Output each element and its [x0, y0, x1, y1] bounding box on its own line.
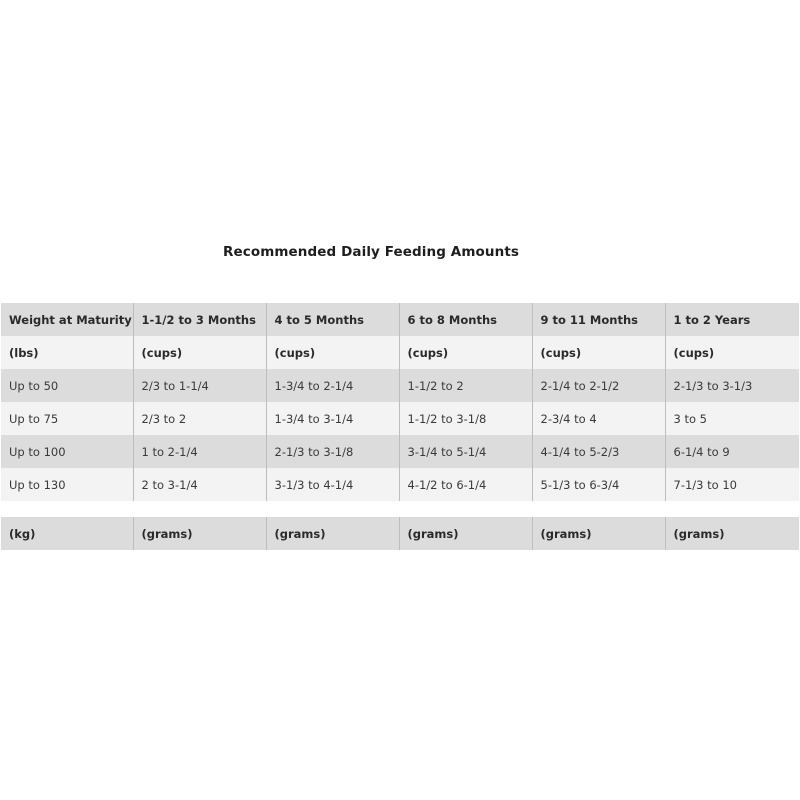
header-cell: 1 to 2 Years — [665, 303, 799, 336]
amount-cell: 4-1/4 to 5-2/3 — [532, 435, 665, 468]
amount-cell: 2/3 to 1-1/4 — [133, 369, 266, 402]
amount-cell: 1-3/4 to 2-1/4 — [266, 369, 399, 402]
metric-units-row — [1, 517, 799, 550]
amount-cell: 2-3/4 to 4 — [532, 402, 665, 435]
amount-cell: 3 to 5 — [665, 402, 799, 435]
amount-cell: 2 to 3-1/4 — [133, 468, 266, 501]
table-title: Recommended Daily Feeding Amounts — [222, 244, 520, 260]
table-row — [1, 468, 799, 501]
amount-cell: 3-1/3 to 4-1/4 — [266, 468, 399, 501]
unit-cell: (grams) — [399, 517, 532, 550]
unit-cell: (cups) — [665, 336, 799, 369]
unit-cell: (grams) — [133, 517, 266, 550]
weight-cell: Up to 50 — [1, 369, 133, 402]
unit-cell: (cups) — [266, 336, 399, 369]
header-cell: Weight at Maturity — [1, 303, 133, 336]
header-cell: 9 to 11 Months — [532, 303, 665, 336]
amount-cell: 5-1/3 to 6-3/4 — [532, 468, 665, 501]
table-row — [1, 435, 799, 468]
amount-cell: 4-1/2 to 6-1/4 — [399, 468, 532, 501]
amount-cell: 7-1/3 to 10 — [665, 468, 799, 501]
unit-cell: (cups) — [133, 336, 266, 369]
header-cell: 1-1/2 to 3 Months — [133, 303, 266, 336]
unit-cell: (grams) — [665, 517, 799, 550]
unit-cell: (lbs) — [1, 336, 133, 369]
unit-cell: (grams) — [532, 517, 665, 550]
weight-cell: Up to 100 — [1, 435, 133, 468]
header-cell: 4 to 5 Months — [266, 303, 399, 336]
unit-cell: (cups) — [532, 336, 665, 369]
header-row — [1, 303, 799, 336]
feeding-table — [1, 303, 799, 501]
amount-cell: 2-1/3 to 3-1/3 — [665, 369, 799, 402]
weight-cell: Up to 130 — [1, 468, 133, 501]
amount-cell: 6-1/4 to 9 — [665, 435, 799, 468]
amount-cell: 2-1/3 to 3-1/8 — [266, 435, 399, 468]
units-row — [1, 336, 799, 369]
header-cell: 6 to 8 Months — [399, 303, 532, 336]
weight-cell: Up to 75 — [1, 402, 133, 435]
amount-cell: 2/3 to 2 — [133, 402, 266, 435]
amount-cell: 1-1/2 to 2 — [399, 369, 532, 402]
unit-cell: (grams) — [266, 517, 399, 550]
amount-cell: 3-1/4 to 5-1/4 — [399, 435, 532, 468]
table-row — [1, 402, 799, 435]
amount-cell: 2-1/4 to 2-1/2 — [532, 369, 665, 402]
table-row — [1, 369, 799, 402]
amount-cell: 1 to 2-1/4 — [133, 435, 266, 468]
unit-cell: (kg) — [1, 517, 133, 550]
amount-cell: 1-3/4 to 3-1/4 — [266, 402, 399, 435]
amount-cell: 1-1/2 to 3-1/8 — [399, 402, 532, 435]
metric-units-table — [1, 517, 799, 550]
unit-cell: (cups) — [399, 336, 532, 369]
